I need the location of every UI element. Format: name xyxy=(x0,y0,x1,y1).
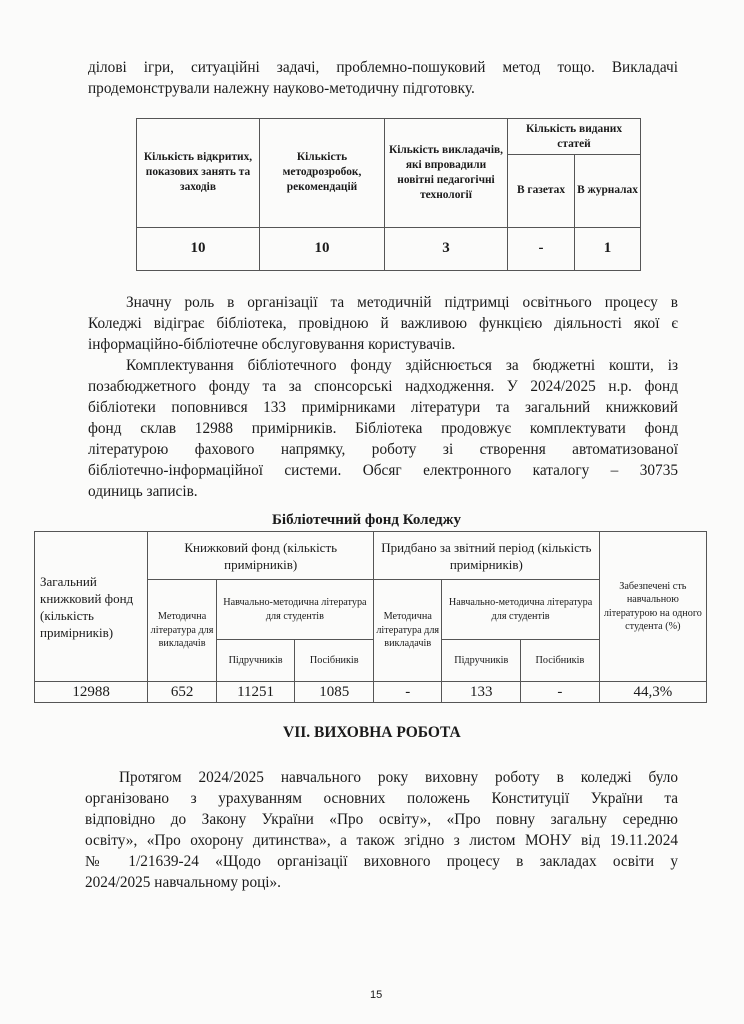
table-cell: - xyxy=(521,682,600,703)
header-provision: Забезпечені сть навчальною літературою на одного студента (%) xyxy=(599,532,706,682)
table-cell: 10 xyxy=(260,227,385,270)
header-teachers-new-tech: Кількість викладачів, які впровадили новітні педагогічні технології xyxy=(385,119,508,228)
library-fund-table xyxy=(34,531,707,703)
table-cell: - xyxy=(374,682,442,703)
header-open-lessons: Кількість відкритих, показових занять та заходів xyxy=(137,119,260,228)
header-acq-textbooks: Підручників xyxy=(442,640,521,682)
header-acq-manuals: Посібників xyxy=(521,640,600,682)
table-cell: 652 xyxy=(148,682,216,703)
header-articles: Кількість виданих статей xyxy=(508,119,641,155)
library-role-paragraph: Значну роль в організації та методичній підтримці освітнього процесу в Коледжі відіграє бібліотека, провідною й важливою функцією діяльності якої є інформаційно-бібліотечне обслуговування користувачів. xyxy=(88,294,678,353)
table-cell: 44,3% xyxy=(599,682,706,703)
header-in-journals: В журналах xyxy=(575,155,641,227)
methodical-work-table xyxy=(136,118,641,271)
header-textbooks: Підручників xyxy=(216,640,295,682)
educational-work-paragraph: Протягом 2024/2025 навчального року виховну роботу в коледжі було організовано з урахуванням основних положень Конституції України та відповідно до Закону України «Про освіту», «Про повну загальну середню освіту», «Про охорону дитинства», а також згідно з листом МОНУ від 19.11.2024 № 1/21639-24 «Щодо організації виховного процесу в закладах освіти у 2024/2025 навчальному році». xyxy=(85,769,678,891)
intro-paragraph: ділові ігри, ситуаційні задачі, проблемно-пошуковий метод тощо. Викладачі продемонстрували належну науково-методичну підготовку. xyxy=(88,59,678,97)
header-acquired: Придбано за звітний період (кількість примірників) xyxy=(374,532,600,580)
header-method-dev: Кількість методрозробок, рекомендацій xyxy=(260,119,385,228)
header-method-lit: Методична література для викладачів xyxy=(148,580,216,682)
header-book-fund: Книжковий фонд (кількість примірників) xyxy=(148,532,374,580)
table-cell: 10 xyxy=(137,227,260,270)
page-number: 15 xyxy=(370,989,383,1001)
library-table-title: Бібліотечний фонд Коледжу xyxy=(272,512,462,528)
header-acq-method-lit: Методична література для викладачів xyxy=(374,580,442,682)
table-cell: 3 xyxy=(385,227,508,270)
library-fund-paragraph: Комплектування бібліотечного фонду здійснюється за бюджетні кошти, із позабюджетного фонду та за спонсорські надходження. У 2024/2025 н.р. фонд бібліотеки поповнився 133 примірниками літератури та загальний книжковий фонд склав 12988 примірників. Бібліотека продовжує комплектувати фонд літературою фахового напрямку, роботу зі створення автоматизованої бібліотечно-інформаційної системи. Обсяг електронного каталогу – 30735 одиниць записів. xyxy=(88,357,678,500)
header-total-fund: Загальний книжковий фонд (кількість примірників) xyxy=(35,532,148,682)
header-manuals: Посібників xyxy=(295,640,374,682)
table-cell: 11251 xyxy=(216,682,295,703)
section-heading: VII. ВИХОВНА РОБОТА xyxy=(283,724,461,741)
header-acq-edu-lit: Навчально-методична література для студентів xyxy=(442,580,599,640)
table-cell: 1 xyxy=(575,227,641,270)
header-in-newspapers: В газетах xyxy=(508,155,575,227)
header-edu-lit: Навчально-методична література для студентів xyxy=(216,580,373,640)
table-cell: 12988 xyxy=(35,682,148,703)
table-cell: 1085 xyxy=(295,682,374,703)
table-cell: 133 xyxy=(442,682,521,703)
table-cell: - xyxy=(508,227,575,270)
